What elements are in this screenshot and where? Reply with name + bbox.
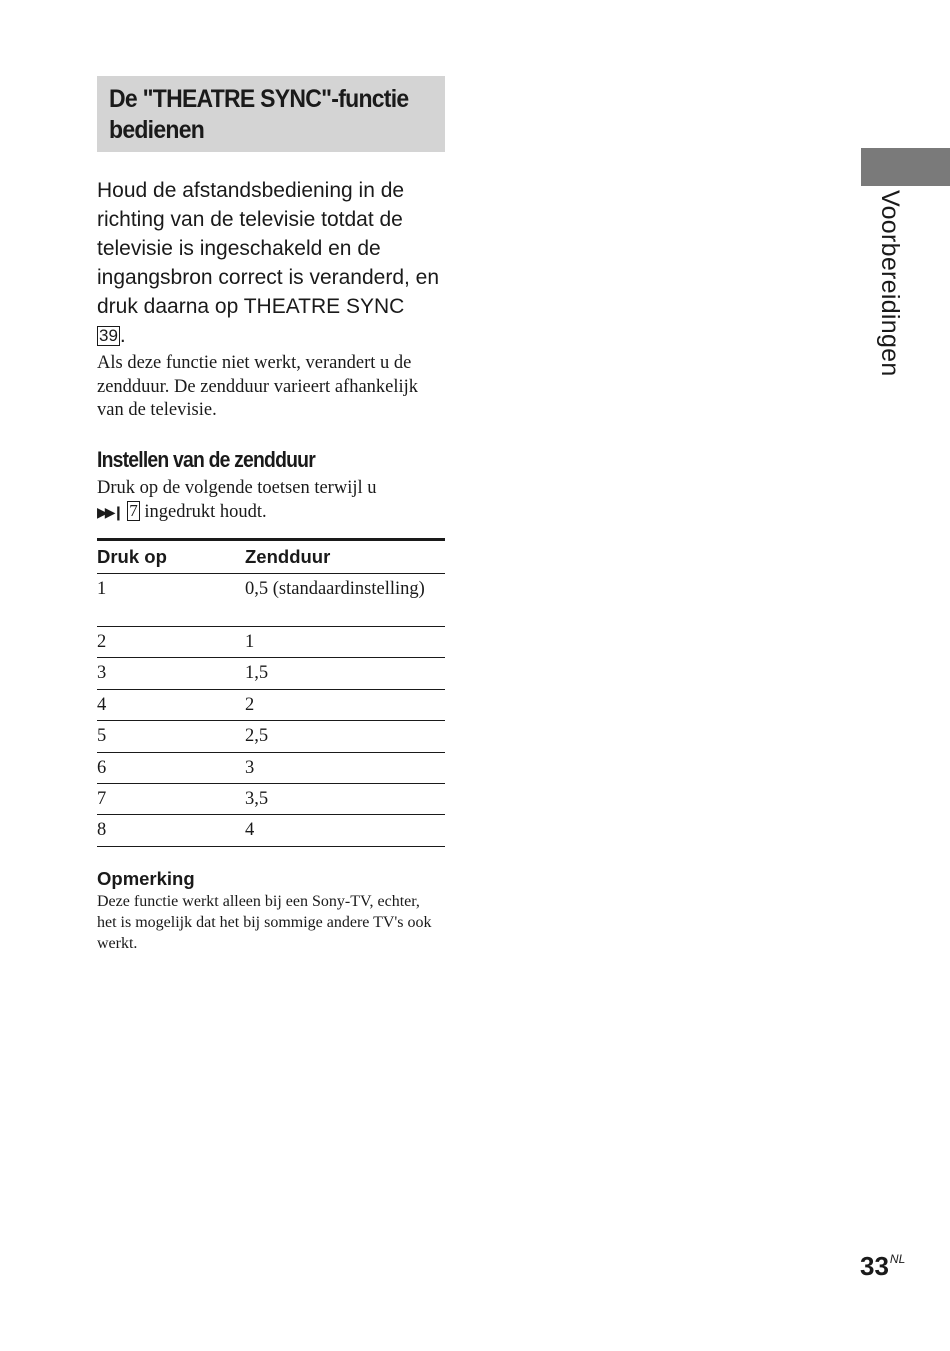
table-row [97,574,445,627]
note-title: Opmerking [97,868,195,889]
table-cell-duration: 3,5 [245,788,269,809]
side-tab-label: Voorbereidingen [876,190,904,377]
table-cell-press: 8 [97,820,107,841]
section-title [109,84,407,146]
table-cell-press: 7 [97,788,107,809]
note-text: Deze functie werkt alleen bij een Sony-TV, echter, het is mogelijk dat het bij sommige andere TV's ook werkt. [97,893,432,952]
table-cell-press: 4 [97,694,107,715]
table-cell-duration: 1,5 [245,663,269,684]
intro-paragraph [97,176,442,350]
table-cell-duration: 1 [245,632,255,652]
subsection-title: Instellen van de zendduur [97,447,315,472]
side-tab-bar [861,148,950,186]
button-ref-7: 7 [129,500,138,520]
table-row [97,690,445,721]
table-cell-press: 1 [97,579,107,599]
table-cell-press: 3 [97,663,107,684]
intro-text: Houd de afstandsbediening in de richting van de televisie totdat de televisie is ingeschakeld en de ingangsbron correct is veranderd, en druk daarna op THEATRE SYNC [97,179,440,318]
section-title-line1: De "THEATRE SYNC"-functie [109,85,409,113]
table-cell-press: 6 [97,757,107,778]
table-header-row [97,541,445,574]
next-track-icon: ▶▶❙ [97,504,122,521]
subsection-text-before: Druk op de volgende toetsen terwijl u [97,478,377,498]
table-row [97,627,445,658]
table-header-press: Druk op [97,546,167,567]
subsection-text-after: ingedrukt houdt. [144,501,267,522]
intro-end: . [119,324,126,347]
page-number-value: 33 [860,1251,889,1281]
table-cell-duration: 2,5 [245,726,269,747]
page-language-suffix: NL [889,1252,906,1266]
table-row [97,815,445,846]
button-ref-39: 39 [99,326,118,345]
table-row [97,753,445,784]
table-row [97,721,445,752]
table-cell-duration: 2 [245,694,255,715]
page-number [860,1244,905,1281]
table-cell-duration: 0,5 (standaardinstelling) [245,579,425,599]
table-row [97,658,445,689]
transmission-time-table [97,538,445,847]
intro-note: Als deze functie niet werkt, verandert u de zendduur. De zendduur varieert afhankelijk van de televisie. [97,353,419,420]
table-cell-press: 5 [97,726,107,747]
table-row [97,784,445,815]
subsection-paragraph [97,477,442,525]
table-cell-duration: 4 [245,820,255,841]
table-header-duration: Zendduur [245,546,331,567]
section-title-line2: bedienen [109,116,205,144]
table-cell-duration: 3 [245,757,255,778]
section-title-box [97,76,445,152]
table-cell-press: 2 [97,632,107,652]
